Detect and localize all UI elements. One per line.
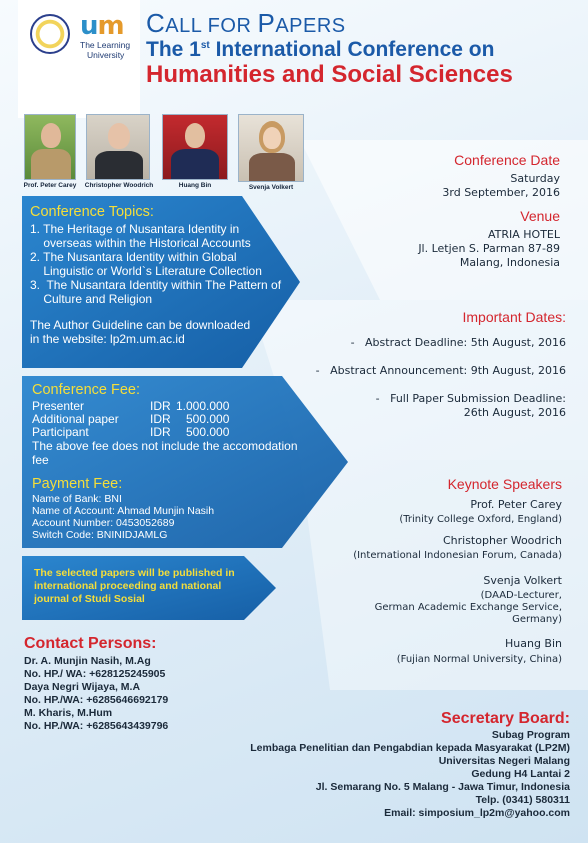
keynote-heading: Keynote Speakers [447,476,562,492]
contact-heading: Contact Persons: [24,635,157,652]
keynote-affiliation: (Fujian Normal University, China) [396,654,562,665]
call-for-papers-title: CALL FOR PAPERS [146,8,346,38]
important-dates-heading: Important Dates: [462,309,566,325]
secretary-heading: Secretary Board: [441,710,570,727]
keynote-affiliation: (DAAD-Lecturer, [480,590,562,601]
secretary-line: Universitas Negeri Malang [438,755,570,767]
topic-item: Culture and Religion [30,292,153,306]
secretary-line: Jl. Semarang No. 5 Malang - Jawa Timur, Indonesia [315,781,570,793]
keynote-name: Huang Bin [504,637,562,650]
conference-title: The 1st International Conference on [146,38,495,61]
fee-heading: Conference Fee: [32,382,141,398]
secretary-email[interactable]: Email: simposium_lp2m@yahoo.com [384,807,570,819]
publish-note: The selected papers will be published in international proceeding and national journal of Studi Sosial [34,567,235,605]
conference-subtitle: Humanities and Social Sciences [146,61,513,88]
keynote-affiliation: (International Indonesian Forum, Canada) [353,550,562,561]
fee-row: Presenter IDR 1.000.000 [32,399,230,413]
guideline-text: The Author Guideline can be downloaded [30,318,251,332]
conference-date-heading: Conference Date [454,152,560,168]
speaker-caption: Huang Bin [178,182,212,189]
deadline-item: - Abstract Announcement: 9th August, 2016 [315,364,566,377]
payment-line: Account Number: 0453052689 [32,517,175,529]
secretary-line: Lembaga Penelitian dan Pengabdian kepada Masyarakat (LP2M) [250,742,570,754]
fee-row: Participant IDR 500.000 [32,425,230,439]
venue-heading: Venue [520,208,560,224]
venue-address: Jl. Letjen S. Parman 87-89 [418,242,560,255]
speaker-caption: Svenja Volkert [248,184,294,191]
keynote-name: Christopher Woodrich [442,534,562,547]
deadline-item: - Full Paper Submission Deadline: [375,392,566,405]
keynote-name: Prof. Peter Carey [470,498,562,511]
contact-line: Dr. A. Munjin Nasih, M.Ag [24,655,151,667]
secretary-line: Subag Program [491,729,570,741]
contact-list [24,655,168,733]
venue-name: ATRIA HOTEL [487,228,560,241]
payment-heading: Payment Fee: [32,476,123,492]
university-seal-icon [30,14,70,54]
keynote-affiliation: (Trinity College Oxford, England) [399,514,562,525]
fee-row: Additional paper IDR 500.000 [32,412,230,426]
contact-line: M. Kharis, M.Hum [24,707,113,719]
contact-line: No. HP./WA: +6285643439796 [24,720,169,732]
speaker-caption: Prof. Peter Carey [23,182,77,189]
secretary-line: Gedung H4 Lantai 2 [471,768,570,780]
guideline-link[interactable]: in the website: lp2m.um.ac.id [30,332,185,346]
topic-item: 1. The Heritage of Nusantara Identity in [30,222,240,236]
venue-city: Malang, Indonesia [459,256,560,269]
logo-text: University [87,50,125,60]
conference-day: Saturday [510,172,560,185]
payment-line: Switch Code: BNINIDJAMLG [32,529,168,541]
deadline-item: - Abstract Deadline: 5th August, 2016 [350,336,566,349]
contact-line: No. HP./ WA: +628125245905 [24,668,166,680]
contact-line: No. HP./WA: +6285646692179 [24,694,169,706]
topics-list [30,222,290,306]
topic-item: 3. The Nusantara Identity within The Pattern of [30,278,282,292]
fee-table [32,400,292,439]
speaker-photo [86,114,150,180]
payment-line: Name of Account: Ahmad Munjin Nasih [32,505,215,517]
logo-text: The Learning [80,40,131,50]
speaker-photo [162,114,228,180]
um-logo-icon: um [80,11,124,41]
secretary-line: Telp. (0341) 580311 [475,794,570,806]
topics-heading: Conference Topics: [30,204,154,220]
conference-date: 3rd September, 2016 [442,186,560,199]
payment-line: Name of Bank: BNI [32,493,122,505]
payment-details [32,493,214,541]
keynote-name: Svenja Volkert [483,574,562,587]
topic-item: Linguistic or World`s Literature Collection [30,264,262,278]
contact-line: Daya Negri Wijaya, M.A [24,681,141,693]
deadline-item: 26th August, 2016 [463,406,566,419]
fee-note: fee [32,453,49,467]
keynote-affiliation: German Academic Exchange Service, [374,602,562,613]
speaker-photo [24,114,76,180]
fee-note: The above fee does not include the accomodation [32,439,298,453]
speaker-caption: Christopher Woodrich [84,182,154,189]
topic-item: 2. The Nusantara Identity within Global [30,250,237,264]
logo-block [18,0,140,118]
keynote-affiliation: Germany) [512,614,562,625]
speaker-photo [238,114,304,182]
topic-item: overseas within the Historical Accounts [30,236,251,250]
